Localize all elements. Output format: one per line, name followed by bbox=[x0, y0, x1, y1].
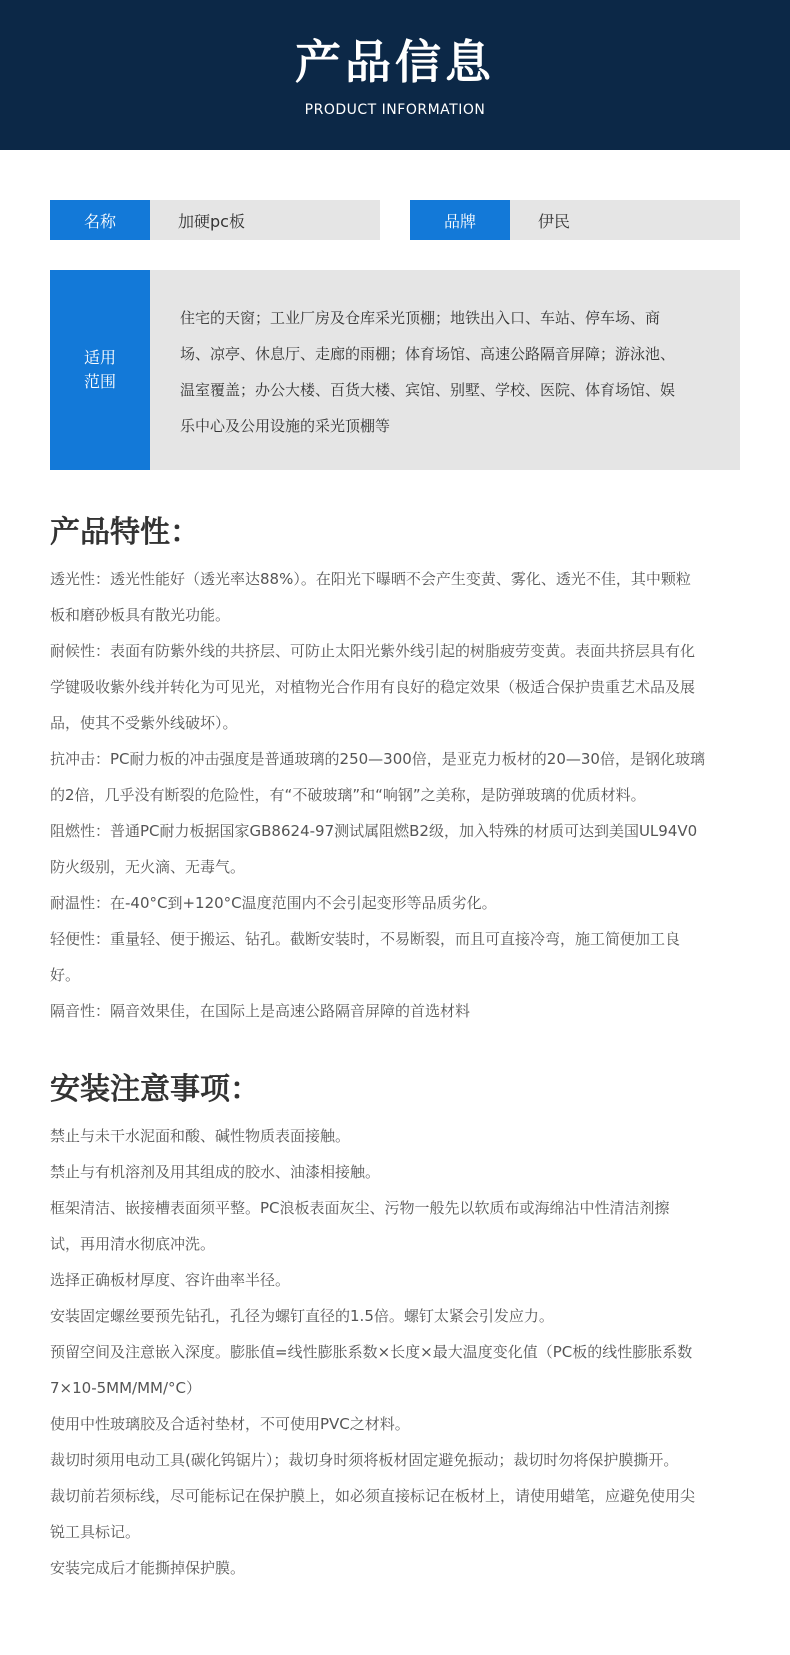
feature-line: 的2倍，几乎没有断裂的危险性，有“不破玻璃”和“响钢”之美称，是防弹玻璃的优质材料。 bbox=[50, 786, 646, 804]
features-title: 产品特性： bbox=[50, 515, 200, 550]
install-section bbox=[50, 1070, 740, 1586]
feature-line: 抗冲击：PC耐力板的冲击强度是普通玻璃的250—300倍，是亚克力板材的20—30倍，是钢化玻璃 bbox=[50, 750, 705, 768]
brand-label: 品牌 bbox=[410, 200, 510, 240]
name-label: 名称 bbox=[50, 200, 150, 240]
features-section bbox=[50, 513, 740, 1029]
install-line: 锐工具标记。 bbox=[50, 1523, 141, 1541]
install-line: 7×10-5MM/MM/°C） bbox=[50, 1379, 202, 1397]
scope-label-line: 范围 bbox=[83, 372, 116, 391]
feature-line: 学键吸收紫外线并转化为可见光，对植物光合作用有良好的稳定效果（极适合保护贵重艺术品及展 bbox=[50, 678, 696, 696]
feature-line: 板和磨砂板具有散光功能。 bbox=[50, 606, 231, 624]
feature-line: 品，使其不受紫外线破坏）。 bbox=[50, 714, 238, 732]
install-line: 裁切前若须标线，尽可能标记在保护膜上，如必须直接标记在板材上，请使用蜡笔，应避免使用尖 bbox=[50, 1487, 696, 1505]
scope-line: 温室覆盖；办公大楼、百货大楼、宾馆、别墅、学校、医院、体育场馆、娱 bbox=[180, 381, 676, 399]
scope-line: 住宅的天窗；工业厂房及仓库采光顶棚；地铁出入口、车站、停车场、商 bbox=[180, 309, 661, 327]
scope-line: 场、凉亭、休息厅、走廊的雨棚；体育场馆、高速公路隔音屏障；游泳池、 bbox=[180, 345, 676, 363]
install-line: 禁止与有机溶剂及用其组成的胶水、油漆相接触。 bbox=[50, 1163, 381, 1181]
install-line: 预留空间及注意嵌入深度。膨胀值=线性膨胀系数×长度×最大温度变化值（PC板的线性膨胀系数 bbox=[50, 1343, 693, 1361]
scope-label bbox=[50, 270, 150, 470]
install-title: 安装注意事项： bbox=[50, 1072, 260, 1107]
install-line: 安装完成后才能撕掉保护膜。 bbox=[50, 1559, 246, 1577]
install-line: 试，再用清水彻底冲洗。 bbox=[50, 1235, 216, 1253]
brand-value: 伊民 bbox=[510, 200, 740, 240]
scope-line: 乐中心及公用设施的采光顶棚等 bbox=[180, 417, 391, 435]
scope-text bbox=[150, 270, 740, 470]
feature-line: 耐温性：在-40°C到+120°C温度范围内不会引起变形等品质劣化。 bbox=[50, 894, 497, 912]
page-title: 产品信息 bbox=[295, 35, 495, 89]
feature-line: 阻燃性：普通PC耐力板据国家GB8624-97测试属阻燃B2级，加入特殊的材质可达到美国UL94V0 bbox=[50, 822, 698, 840]
scope-label-line: 适用 bbox=[83, 348, 116, 367]
page-subtitle: PRODUCT INFORMATION bbox=[304, 102, 486, 118]
install-line: 安装固定螺丝要预先钻孔，孔径为螺钉直径的1.5倍。螺钉太紧会引发应力。 bbox=[50, 1307, 554, 1325]
feature-line: 轻便性：重量轻、便于搬运、钻孔。截断安装时，不易断裂，而且可直接冷弯，施工简便加工良 bbox=[50, 930, 681, 948]
feature-line: 好。 bbox=[50, 966, 81, 984]
feature-line: 隔音性：隔音效果佳，在国际上是高速公路隔音屏障的首选材料 bbox=[50, 1002, 471, 1020]
install-line: 使用中性玻璃胶及合适衬垫材，不可使用PVC之材料。 bbox=[50, 1415, 410, 1433]
feature-line: 透光性：透光性能好（透光率达88%）。在阳光下曝晒不会产生变黄、雾化、透光不佳，其中颗粒 bbox=[50, 570, 691, 588]
install-line: 裁切时须用电动工具(碳化钨锯片）；裁切身时须将板材固定避免振动；裁切时勿将保护膜撕开。 bbox=[50, 1451, 679, 1469]
page-header bbox=[0, 0, 790, 150]
name-value: 加硬pc板 bbox=[150, 200, 380, 240]
install-line: 选择正确板材厚度、容许曲率半径。 bbox=[50, 1271, 291, 1289]
install-line: 框架清洁、嵌接槽表面须平整。PC浪板表面灰尘、污物一般先以软质布或海绵沾中性清洁剂擦 bbox=[50, 1199, 670, 1217]
install-line: 禁止与未干水泥面和酸、碱性物质表面接触。 bbox=[50, 1127, 351, 1145]
feature-line: 防火级别，无火滴、无毒气。 bbox=[50, 858, 246, 876]
feature-line: 耐候性：表面有防紫外线的共挤层、可防止太阳光紫外线引起的树脂疲劳变黄。表面共挤层具有化 bbox=[50, 642, 696, 660]
